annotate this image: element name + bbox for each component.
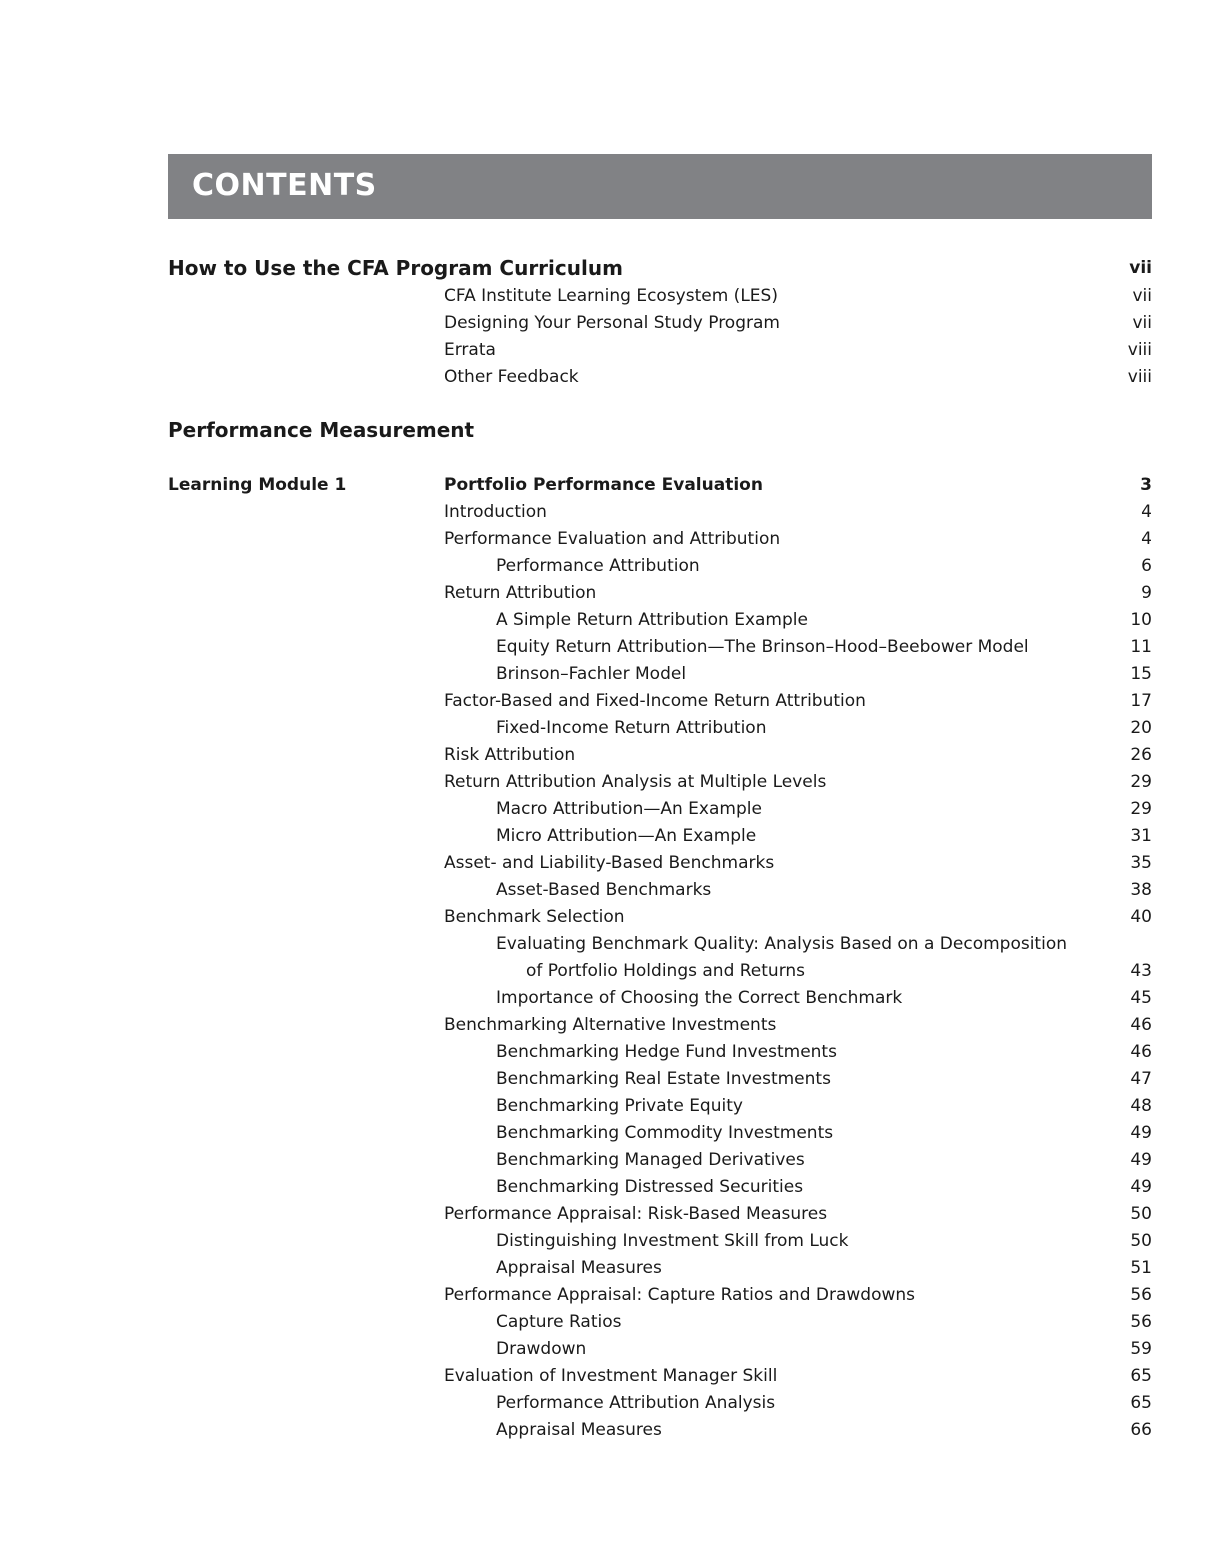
toc-entry-title: Appraisal Measures <box>496 1258 662 1278</box>
module-label: Learning Module 1 <box>168 475 347 495</box>
toc-entry[interactable] <box>0 742 1224 769</box>
toc-entry-title: Fixed-Income Return Attribution <box>496 718 767 738</box>
toc-entry-title: Equity Return Attribution—The Brinson–Hood–Beebower Model <box>496 637 1029 657</box>
contents-banner <box>168 154 1152 219</box>
toc-entry-title: Micro Attribution—An Example <box>496 826 757 846</box>
toc-entry-page-number: 29 <box>1130 799 1152 819</box>
toc-entry-page-number: 66 <box>1130 1420 1152 1440</box>
toc-entry-title: Benchmarking Private Equity <box>496 1096 743 1116</box>
toc-entry-title: CFA Institute Learning Ecosystem (LES) <box>444 286 778 306</box>
toc-entry-page-number: 46 <box>1130 1042 1152 1062</box>
toc-entry[interactable] <box>0 1228 1224 1255</box>
toc-entry-title: Benchmarking Commodity Investments <box>496 1123 834 1143</box>
toc-entry-title: Evaluating Benchmark Quality: Analysis Based on a Decomposition <box>496 934 1067 954</box>
toc-entry-title: Return Attribution <box>444 583 597 603</box>
toc-entry-page-number: 50 <box>1130 1204 1152 1224</box>
toc-entry[interactable] <box>0 1255 1224 1282</box>
toc-entry-page-number: 29 <box>1130 772 1152 792</box>
toc-entry-title: Distinguishing Investment Skill from Luck <box>496 1231 849 1251</box>
toc-entry-page-number: 56 <box>1130 1285 1152 1305</box>
toc-entry-title: Performance Appraisal: Capture Ratios and Drawdowns <box>444 1285 916 1305</box>
toc-entry-page-number: 50 <box>1130 1231 1152 1251</box>
toc-entry-page-number: 20 <box>1130 718 1152 738</box>
toc-entry-page-number: 17 <box>1130 691 1152 711</box>
section-heading: Performance Measurement <box>168 418 475 442</box>
toc-entry[interactable] <box>0 823 1224 850</box>
toc-entry-title: Capture Ratios <box>496 1312 622 1332</box>
toc-entry[interactable] <box>0 1390 1224 1417</box>
toc-entry-page-number: 48 <box>1130 1096 1152 1116</box>
toc-entry-title: Performance Attribution <box>496 556 700 576</box>
toc-entry[interactable] <box>0 850 1224 877</box>
toc-entry-page-number: 65 <box>1130 1366 1152 1386</box>
toc-entry[interactable] <box>0 1174 1224 1201</box>
toc-entry-page-number: 59 <box>1130 1339 1152 1359</box>
toc-entry-page-number: 46 <box>1130 1015 1152 1035</box>
toc-entry-page-number: 49 <box>1130 1150 1152 1170</box>
toc-entry-page-number: 40 <box>1130 907 1152 927</box>
toc-entry[interactable] <box>0 1309 1224 1336</box>
toc-entry-page-number: 26 <box>1130 745 1152 765</box>
toc-entry-title: Errata <box>444 340 496 360</box>
toc-entry-title: Risk Attribution <box>444 745 576 765</box>
toc-entry-page-number: 9 <box>1141 583 1152 603</box>
toc-entry-page-number: 38 <box>1130 880 1152 900</box>
toc-entry-title: Brinson–Fachler Model <box>496 664 687 684</box>
toc-entry-page-number: 6 <box>1141 556 1152 576</box>
toc-entry-page-number: 31 <box>1130 826 1152 846</box>
toc-entry-title: Benchmarking Alternative Investments <box>444 1015 777 1035</box>
toc-entry-title: Drawdown <box>496 1339 587 1359</box>
toc-entry-page-number: 15 <box>1130 664 1152 684</box>
toc-entry-page-number: 10 <box>1130 610 1152 630</box>
toc-entry[interactable] <box>0 931 1224 958</box>
toc-entry[interactable] <box>0 364 1224 391</box>
module-row <box>0 472 1224 499</box>
toc-entry[interactable] <box>0 1363 1224 1390</box>
toc-entry-page-number: 49 <box>1130 1177 1152 1197</box>
toc-entry-title: Evaluation of Investment Manager Skill <box>444 1366 778 1386</box>
toc-entry[interactable] <box>0 715 1224 742</box>
toc-entry[interactable] <box>0 985 1224 1012</box>
toc-entry[interactable] <box>0 769 1224 796</box>
toc-entry-page-number: 47 <box>1130 1069 1152 1089</box>
toc-entry-page-number: viii <box>1127 367 1152 387</box>
toc-entry[interactable] <box>0 337 1224 364</box>
toc-entry[interactable] <box>0 1201 1224 1228</box>
toc-entry-title: Appraisal Measures <box>496 1420 662 1440</box>
toc-entry[interactable] <box>0 310 1224 337</box>
toc-entry-title: Benchmarking Distressed Securities <box>496 1177 804 1197</box>
toc-entry[interactable] <box>0 1093 1224 1120</box>
toc-entry-page-number: viii <box>1127 340 1152 360</box>
toc-entry-page-number: vii <box>1132 286 1152 306</box>
toc-entry-title: Importance of Choosing the Correct Benchmark <box>496 988 903 1008</box>
toc-entry-page-number: 65 <box>1130 1393 1152 1413</box>
toc-entry-page-number: 35 <box>1130 853 1152 873</box>
page-title: CONTENTS <box>192 168 377 203</box>
toc-entry-page-number: 56 <box>1130 1312 1152 1332</box>
toc-entry[interactable] <box>0 877 1224 904</box>
toc-entry[interactable] <box>0 688 1224 715</box>
toc-entry[interactable] <box>0 904 1224 931</box>
toc-entry[interactable] <box>0 580 1224 607</box>
toc-entry-title: Benchmarking Hedge Fund Investments <box>496 1042 837 1062</box>
toc-entry-page-number: 45 <box>1130 988 1152 1008</box>
toc-entry-title: Performance Attribution Analysis <box>496 1393 776 1413</box>
toc-entry[interactable] <box>0 1066 1224 1093</box>
toc-entry-title: A Simple Return Attribution Example <box>496 610 808 630</box>
module-page-number: 3 <box>1140 475 1152 495</box>
module-title: Portfolio Performance Evaluation <box>444 475 763 495</box>
toc-entry-title: Other Feedback <box>444 367 579 387</box>
toc-entry-page-number: 4 <box>1141 502 1152 522</box>
toc-entry-title: Benchmarking Real Estate Investments <box>496 1069 831 1089</box>
toc-entry-title: Asset-Based Benchmarks <box>496 880 712 900</box>
toc-entry-page-number: 51 <box>1130 1258 1152 1278</box>
how-to-heading: How to Use the CFA Program Curriculum <box>168 256 623 280</box>
toc-entry[interactable] <box>0 283 1224 310</box>
toc-entry[interactable] <box>0 1147 1224 1174</box>
toc-entry[interactable] <box>0 1120 1224 1147</box>
toc-entry-title: Performance Evaluation and Attribution <box>444 529 781 549</box>
toc-entry-title: Performance Appraisal: Risk-Based Measures <box>444 1204 828 1224</box>
toc-entry-title: Benchmarking Managed Derivatives <box>496 1150 805 1170</box>
how-to-page-number: vii <box>1129 258 1152 278</box>
toc-entry[interactable] <box>0 634 1224 661</box>
toc-entry[interactable] <box>0 1282 1224 1309</box>
toc-entry-page-number: vii <box>1132 313 1152 333</box>
toc-entry[interactable] <box>0 526 1224 553</box>
toc-entry[interactable] <box>0 1039 1224 1066</box>
toc-entry-page-number: 49 <box>1130 1123 1152 1143</box>
toc-entry-page-number: 11 <box>1130 637 1152 657</box>
toc-entry-title: Macro Attribution—An Example <box>496 799 762 819</box>
toc-entry-page-number: 4 <box>1141 529 1152 549</box>
toc-entry-title: Benchmark Selection <box>444 907 625 927</box>
toc-entry[interactable] <box>0 958 1224 985</box>
toc-entry[interactable] <box>0 796 1224 823</box>
toc-entry[interactable] <box>0 553 1224 580</box>
toc-entry-title: Return Attribution Analysis at Multiple Levels <box>444 772 827 792</box>
toc-entry-title: Factor-Based and Fixed-Income Return Attribution <box>444 691 866 711</box>
toc-entry-title: Introduction <box>444 502 547 522</box>
toc-entry-page-number: 43 <box>1130 961 1152 981</box>
toc-entry[interactable] <box>0 1417 1224 1444</box>
toc-entry[interactable] <box>0 1336 1224 1363</box>
toc-entry[interactable] <box>0 1012 1224 1039</box>
toc-entry-title: Designing Your Personal Study Program <box>444 313 780 333</box>
toc-entry[interactable] <box>0 661 1224 688</box>
toc-entry[interactable] <box>0 499 1224 526</box>
toc-entry-title: Asset- and Liability-Based Benchmarks <box>444 853 775 873</box>
toc-entry-title: of Portfolio Holdings and Returns <box>526 961 806 981</box>
toc-entry[interactable] <box>0 607 1224 634</box>
